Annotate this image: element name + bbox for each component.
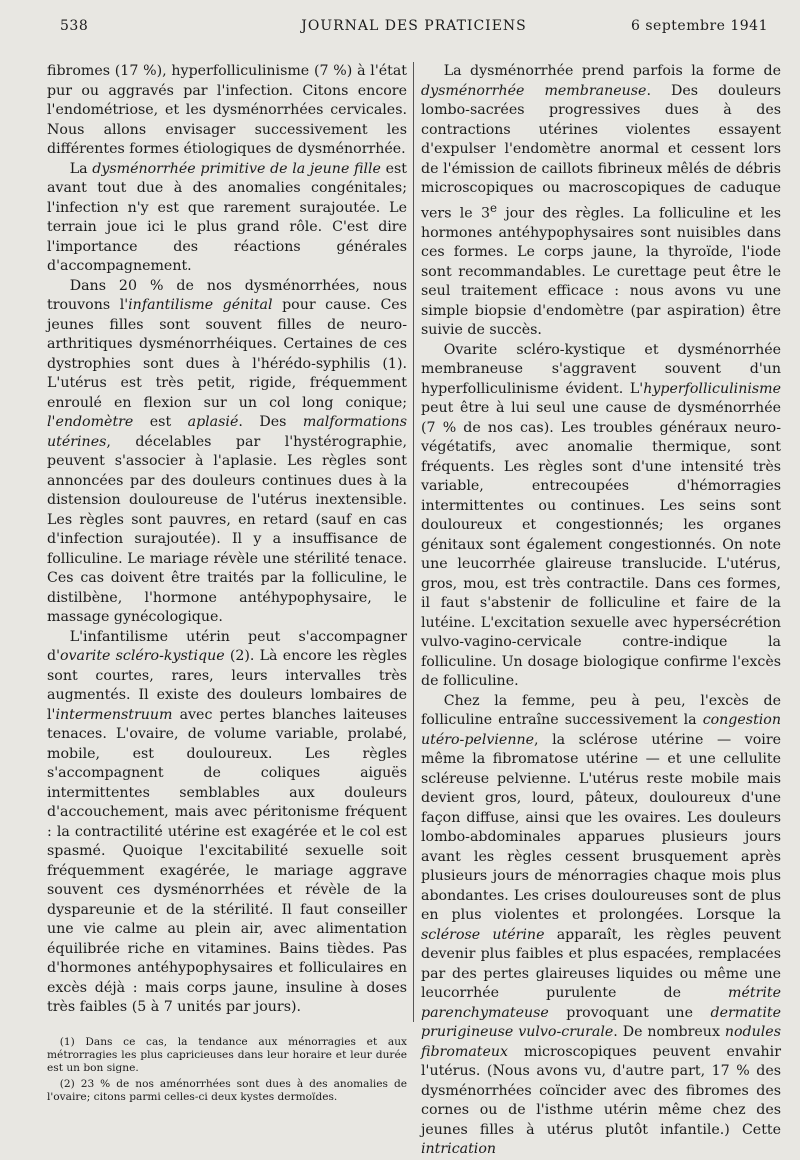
right-paragraph: Chez la femme, peu à peu, l'excès de folliculine entraîne successivement la congestion utéro-pelvienne, la sclérose utérine — voire même la fibromatose utérine — et une cellulite scléreuse pelvienne. L'utérus reste mobile mais devient gros, lourd, pâteux, douloureux d'une façon diffuse, ainsi que les ovaires. Les douleurs lombo-abdominales apparues plusieurs jours avant les règles cessent brusquement après plusieurs jours de ménorragies chaque mois plus abondantes. Les crises douloureuses sont de plus en plus violentes et prolongées. Lorsque la sclérose utérine apparaît, les règles peuvent devenir plus faibles et plus espacées, remplacées par des pertes glaireuses liquides ou même une leucorrhée purulente de métrite parenchymateuse provoquant une dermatite prurigineuse vulvo-crurale. De nombreux nodules fibromateux microscopiques peuvent envahir l'utérus. (Nous avons vu, d'autre part, 17 % des dysménorrhées coïncider avec des fibromes des cornes ou de l'isthme utérin même chez des jeunes filles à utérus plutôt infantile.) Cette intrication (421, 692, 781, 1158)
left-paragraph: La dysménorrhée primitive de la jeune fille est avant tout due à des anomalies congénitales; l'infection n'y est que rarement surajoutée. Le terrain joue ici le plus grand rôle. C'est dire l'importance des réactions générales d'accompagnement. (47, 160, 408, 274)
journal-title: JOURNAL DES PRATICIENS (301, 18, 527, 34)
right-column (421, 62, 781, 1160)
page-number: 538 (60, 18, 89, 34)
left-paragraph: L'infantilisme utérin peut s'accompagner d'ovarite scléro-kystique (2). Là encore les règles sont courtes, rares, leurs intervalles très augmentés. Il existe des douleurs lombaires de l'intermenstruum avec pertes blanches laiteuses tenaces. L'ovaire, de volume variable, prolabé, mobile, est douloureux. Les règles s'accompagnent de coliques aiguës intermittentes semblables aux douleurs d'accouchement, mais avec péritonisme fréquent : la contractilité utérine est exagérée et le col est spasmé. Quoique l'excitabilité sexuelle soit fréquemment exagérée, le mariage aggrave souvent ces dysménorrhées et révèle de la dyspareunie et de la stérilité. Il faut conseiller une vie calme au plein air, avec alimentation équilibrée riche en vitamines. Bains tièdes. Pas d'hormones antéhypophysaires et folliculaires en excès déjà : mais corps jaune, insuline à doses très faibles (5 à 7 unités par jours). (47, 628, 407, 1015)
left-paragraphs (47, 62, 407, 1018)
footnote: (1) Dans ce cas, la tendance aux ménorragies et aux métrorragies les plus capricieuses dans leur horaire et leur durée est un bon signe. (47, 1035, 407, 1074)
page-header (60, 18, 768, 42)
footnotes (47, 1036, 407, 1104)
column-divider (413, 62, 414, 1022)
left-paragraph: Dans 20 % de nos dysménorrhées, nous trouvons l'infantilisme génital pour cause. Ces jeunes filles sont souvent filles de neuro-arthritiques dysménorrhéiques. Certaines de ces dystrophies sont dues à l'hérédo-syphilis (1). L'utérus est très petit, rigide, fréquemment enroulé en flexion sur un col long conique; l'endomètre est aplasié. Des malformations utérines, décelables par l'hystérographie, peuvent s'associer à l'aplasie. Les règles sont annoncées par des douleurs continues dues à la distension douloureuse de l'utérus inextensible. Les règles sont pauvres, en retard (sauf en cas d'infection surajoutée). Il y a insuffisance de folliculine. Le mariage révèle une stérilité tenace. Ces cas doivent être traités par la folliculine, le distilbène, l'hormone antéhypophysaire, le massage gynécologique. (47, 277, 407, 625)
issue-date: 6 septembre 1941 (631, 18, 768, 34)
right-paragraph: Ovarite scléro-kystique et dysménorrhée membraneuse s'aggravent souvent d'un hyperfolliculinisme évident. L'hyperfolliculinisme peut être à lui seul une cause de dysménorrhée (7 % de nos cas). Les troubles généraux neuro-végétatifs, avec anomalie thermique, sont fréquents. Les règles sont d'une intensité très variable, entrecoupées d'hémorragies intermittentes ou continues. Les seins sont douloureux et congestionnés; les organes génitaux sont également congestionnés. On note une leucorrhée glaireuse translucide. L'utérus, gros, mou, est très contractile. Dans ces formes, il faut s'abstenir de folliculine et faire de la lutéine. L'excitation sexuelle avec hypersécrétion vulvo-vagino-cervicale contre-indique la folliculine. Un dosage biologique confirme l'excès de folliculine. (421, 341, 781, 690)
footnote: (2) 23 % de nos aménorrhées sont dues à des anomalies de l'ovaire; citons parmi celles-ci deux kystes dermoïdes. (47, 1077, 407, 1103)
right-paragraph: La dysménorrhée prend parfois la forme de dysménorrhée membraneuse. Des douleurs lombo-sacrées progressives dues à des contractions utérines violentes essayent d'expulser l'endomètre anormal et cessent lors de l'émission de caillots fibrineux mêlés de débris microscopiques ou macroscopiques de caduque vers le 3e jour des règles. La folliculine et les hormones antéhypophysaires sont nuisibles dans ces formes. Le corps jaune, la thyroïde, l'iode sont recommandables. Le curettage peut être le seul traitement efficace : nous avons vu une simple biopsie d'endomètre (par aspiration) être suivie de succès. (421, 63, 781, 339)
left-column (47, 62, 407, 1107)
right-paragraphs (421, 62, 781, 1160)
left-paragraph: fibromes (17 %), hyperfolliculinisme (7 %) à l'état pur ou aggravés par l'infection. Citons encore l'endométriose, et les dysménorrhées cervicales. Nous allons envisager successivement les différentes formes étiologiques de dysménorrhée. (47, 63, 407, 157)
